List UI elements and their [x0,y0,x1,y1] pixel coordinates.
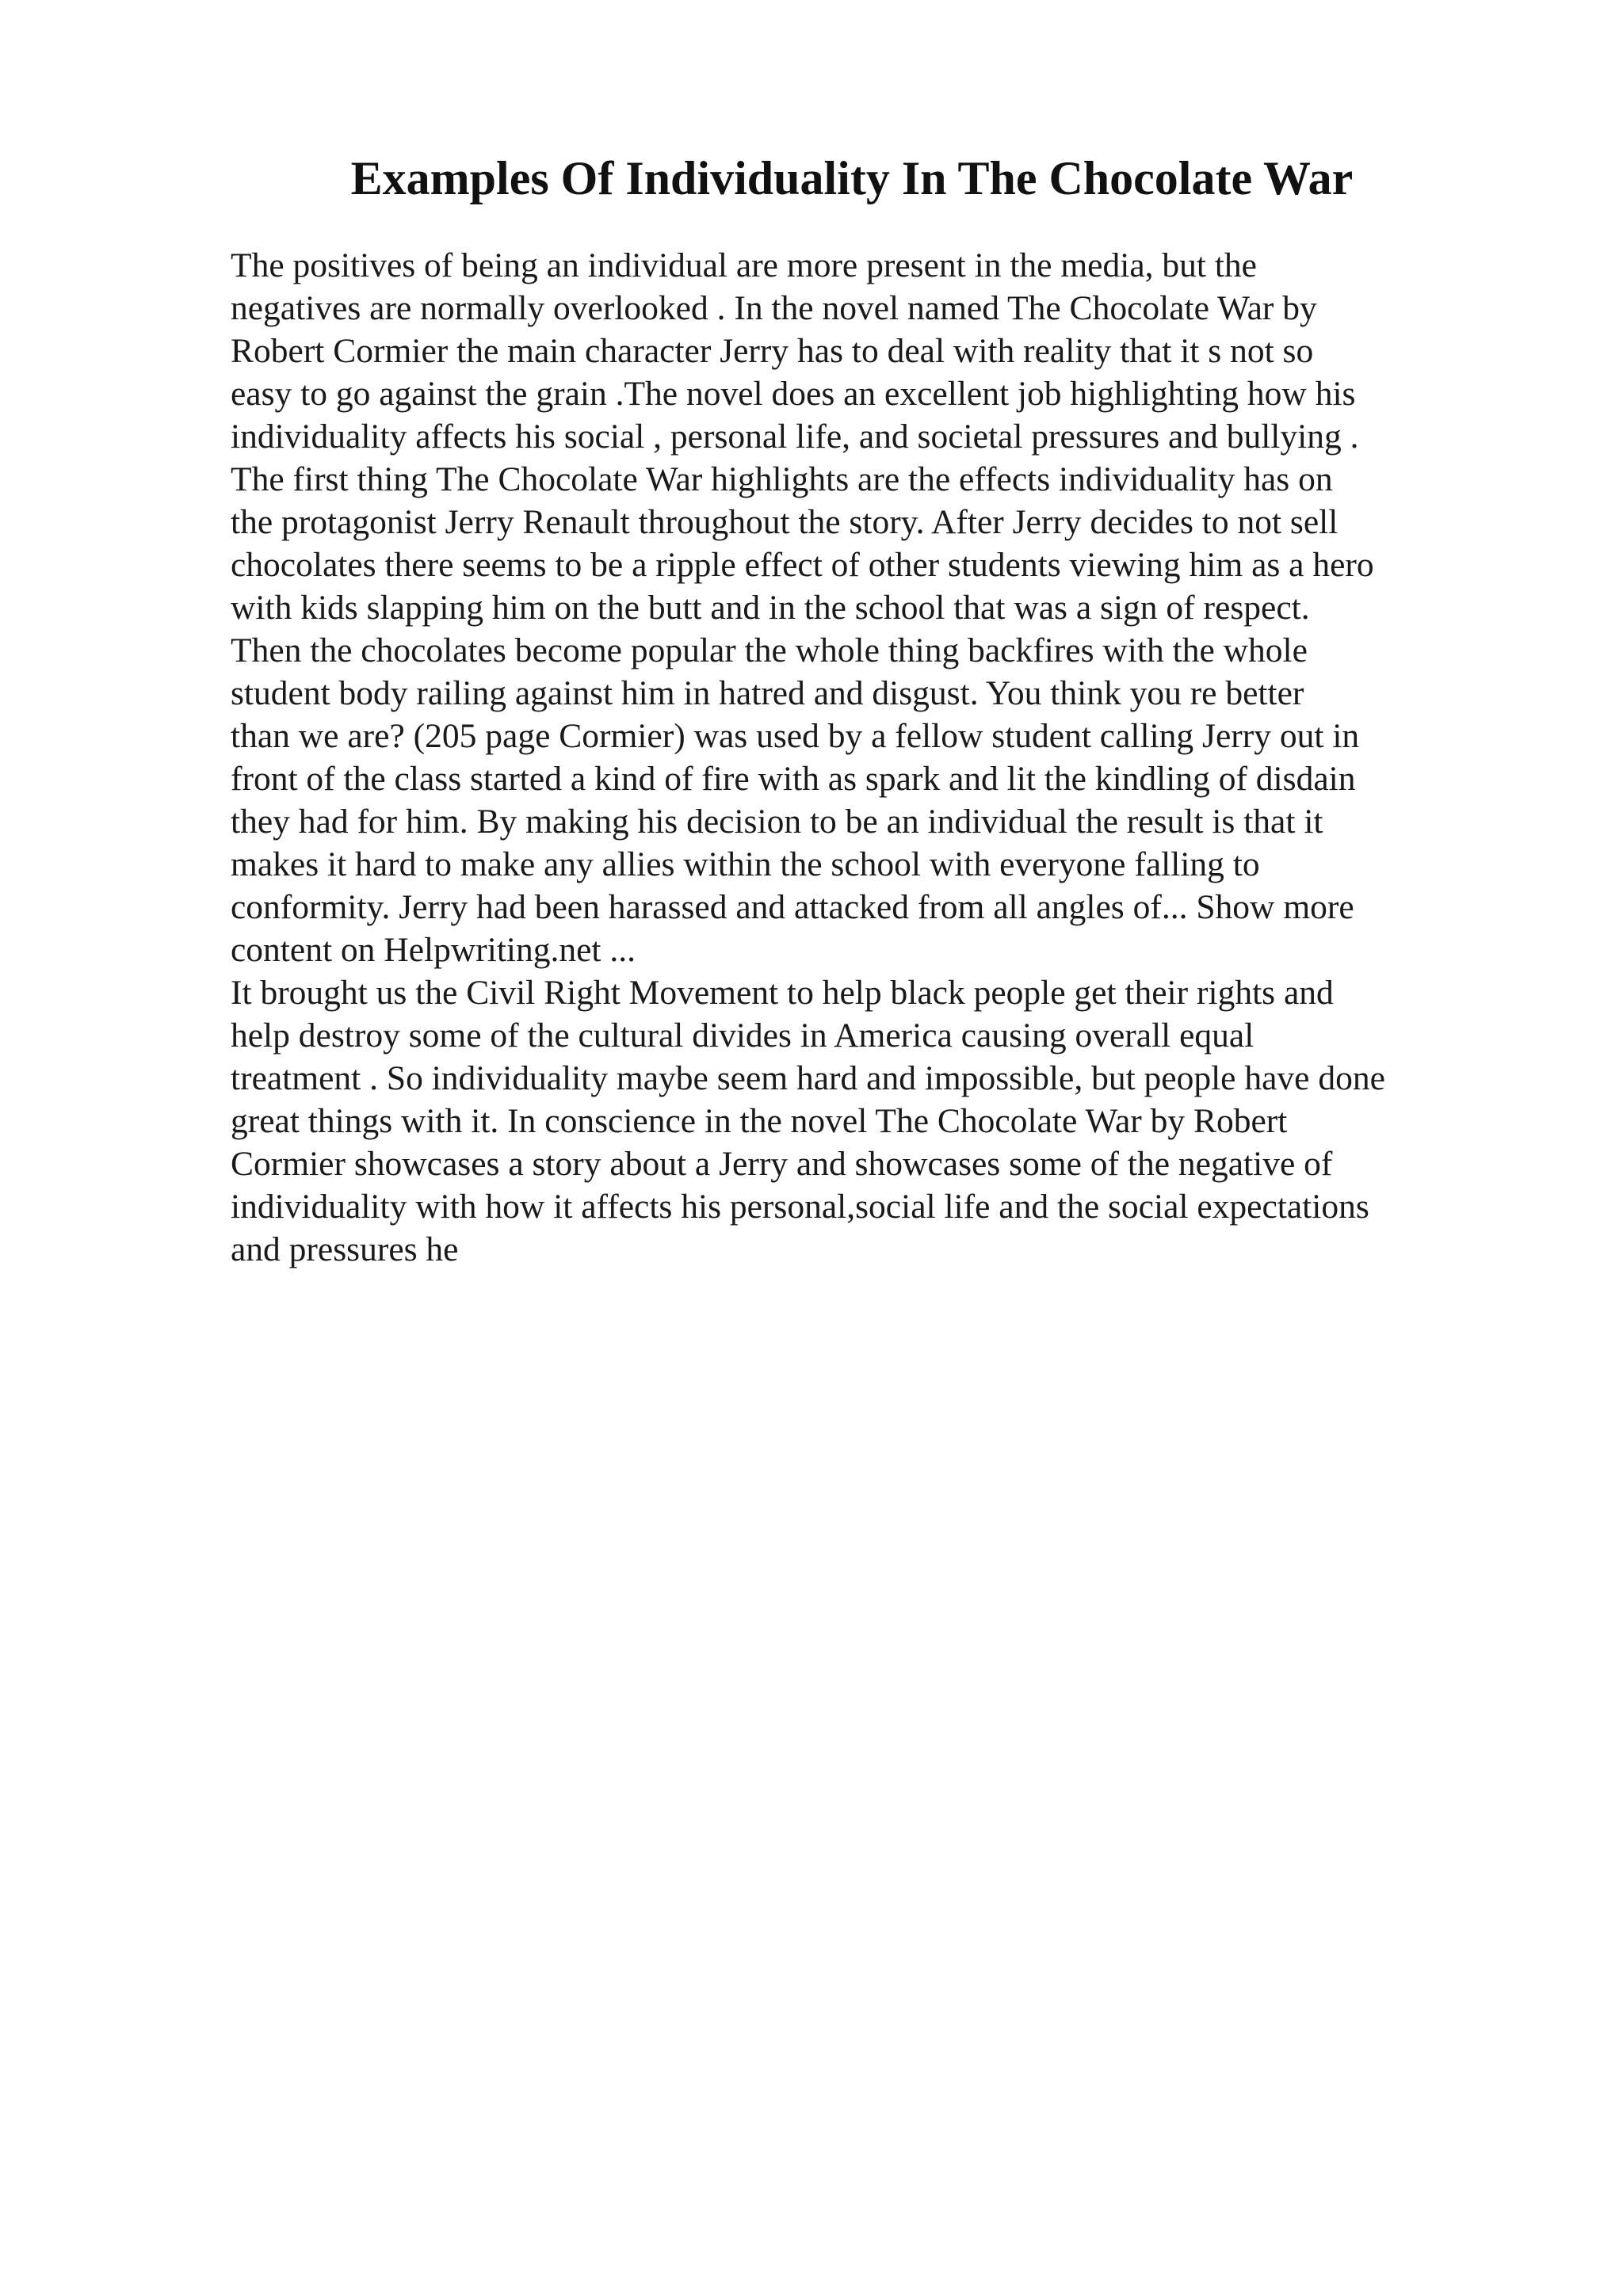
text-line: Robert Cormier the main character Jerry has to deal with reality that it s not so [231,332,1314,370]
document-title: Examples Of Individuality In The Chocolate War [350,152,1354,204]
text-line: makes it hard to make any allies within the school with everyone falling to [231,845,1260,883]
text-line: The first thing The Chocolate War highlights are the effects individuality has on [231,460,1333,498]
text-line: student body railing against him in hatred and disgust. You think you re better [231,674,1304,712]
text-line: they had for him. By making his decision to be an individual the result is that it [231,803,1323,841]
text-line: content on Helpwriting.net ... [231,931,636,969]
text-line: with kids slapping him on the butt and in the school that was a sign of respect. [231,589,1310,627]
text-line: help destroy some of the cultural divides in America causing overall equal [231,1016,1254,1055]
text-line: It brought us the Civil Right Movement to help black people get their rights and [231,974,1334,1012]
text-line: treatment . So individuality maybe seem hard and impossible, but people have done [231,1059,1385,1097]
text-line: negatives are normally overlooked . In the novel named The Chocolate War by [231,289,1317,327]
text-line: individuality affects his social , personal life, and societal pressures and bullying . [231,418,1359,456]
text-line: and pressures he [231,1230,459,1268]
text-line: the protagonist Jerry Renault throughout the story. After Jerry decides to not sell [231,503,1338,541]
text-line: individuality with how it affects his personal,social life and the social expectations [231,1188,1369,1226]
document-body [231,244,1499,1271]
text-line: easy to go against the grain .The novel does an excellent job highlighting how his [231,375,1356,413]
text-line: Then the chocolates become popular the whole thing backfires with the whole [231,631,1308,669]
text-line: The positives of being an individual are more present in the media, but the [231,246,1257,284]
text-line: chocolates there seems to be a ripple effect of other students viewing him as a hero [231,546,1374,584]
text-line: conformity. Jerry had been harassed and attacked from all angles of... Show more [231,888,1354,926]
text-line: than we are? (205 page Cormier) was used by a fellow student calling Jerry out in [231,717,1360,755]
text-line: great things with it. In conscience in the novel The Chocolate War by Robert [231,1102,1288,1140]
text-line: front of the class started a kind of fire with as spark and lit the kindling of disdain [231,760,1356,798]
text-line: Cormier showcases a story about a Jerry and showcases some of the negative of [231,1145,1333,1183]
